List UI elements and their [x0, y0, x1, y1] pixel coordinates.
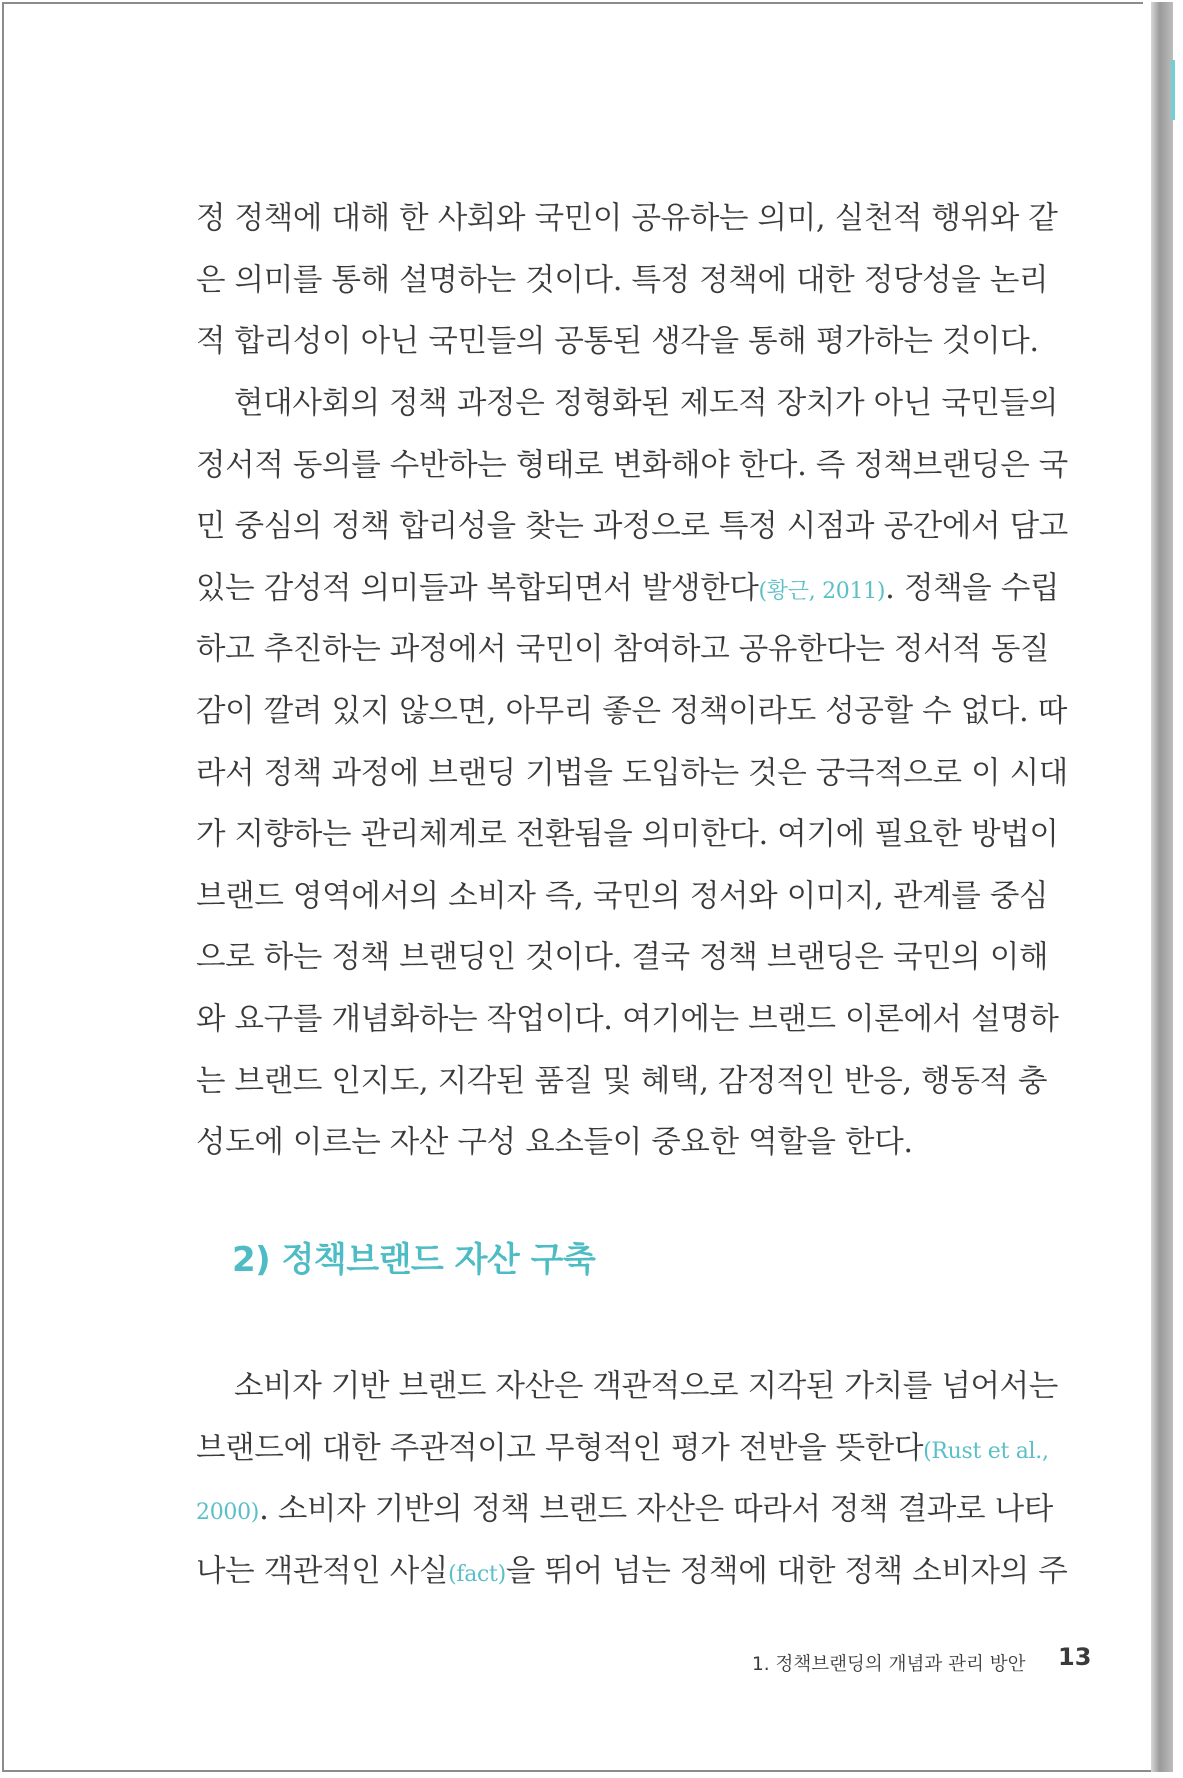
- page-edge-shadow: [1151, 2, 1173, 1772]
- paragraph-brand-equity: [196, 1356, 1068, 1602]
- page-number: 13: [1058, 1643, 1092, 1671]
- text-segment: 브랜드에 대한 주관적이고 무형적인 평가 전반을 뜻한다: [196, 1430, 924, 1466]
- text-line: 하고 추진하는 과정에서 국민이 참여하고 공유한다는 정서적 동질: [196, 632, 1050, 668]
- text-line: 소비자 기반 브랜드 자산은 객관적으로 지각된 가치를 넘어서는: [234, 1369, 1059, 1404]
- text-segment: 나는 객관적인 사실: [196, 1553, 449, 1589]
- text-line: [196, 1541, 1068, 1603]
- text-line: 브랜드 영역에서의 소비자 즉, 국민의 정서와 이미지, 관계를 중심: [196, 878, 1049, 914]
- section-heading: 2) 정책브랜드 자산 구축: [232, 1240, 596, 1280]
- citation: 2000): [196, 1500, 260, 1526]
- text-line: 는 브랜드 인지도, 지각된 품질 및 혜택, 감정적인 반응, 행동적 충: [196, 1063, 1048, 1099]
- text-line: 으로 하는 정책 브랜딩인 것이다. 결국 정책 브랜딩은 국민의 이해: [196, 940, 1049, 976]
- text-line: 라서 정책 과정에 브랜딩 기법을 도입하는 것은 궁극적으로 이 시대: [196, 755, 1068, 791]
- text-line: [196, 558, 1060, 620]
- text-line: 민 중심의 정책 합리성을 찾는 과정으로 특정 시점과 공간에서 담고: [196, 509, 1068, 545]
- text-line: 은 의미를 통해 설명하는 것이다. 특정 정책에 대한 정당성을 논리: [196, 262, 1049, 298]
- text-line: 적 합리성이 아닌 국민들의 공통된 생각을 통해 평가하는 것이다.: [196, 324, 1039, 360]
- text-line: 감이 깔려 있지 않으면, 아무리 좋은 정책이라도 성공할 수 없다. 따: [196, 693, 1067, 729]
- text-line: 정 정책에 대해 한 사회와 국민이 공유하는 의미, 실천적 행위와 같: [196, 201, 1058, 236]
- chapter-tab-marker: [1171, 60, 1175, 120]
- text-line: 와 요구를 개념화하는 작업이다. 여기에는 브랜드 이론에서 설명하: [196, 1001, 1059, 1037]
- text-line: [196, 1479, 1053, 1541]
- citation: (황근, 2011): [758, 578, 886, 604]
- text-line: 성도에 이르는 자산 구성 요소들이 중요한 역할을 한다.: [196, 1125, 913, 1161]
- text-line: 정서적 동의를 수반하는 형태로 변화해야 한다. 즉 정책브랜딩은 국: [196, 447, 1068, 483]
- paragraph-policy-process: [196, 373, 1068, 1174]
- footer-chapter-title: 1. 정책브랜딩의 개념과 관리 방안: [752, 1654, 1026, 1675]
- text-line: 가 지향하는 관리체계로 전환됨을 의미한다. 여기에 필요한 방법이: [196, 817, 1059, 853]
- citation: (Rust et al.,: [923, 1438, 1049, 1464]
- text-line: [196, 1418, 1049, 1480]
- text-line: 현대사회의 정책 과정은 정형화된 제도적 장치가 아닌 국민들의: [234, 386, 1059, 421]
- citation: (fact): [448, 1561, 506, 1587]
- text-segment: 있는 감성적 의미들과 복합되면서 발생한다: [196, 570, 759, 606]
- text-segment: 을 뛰어 넘는 정책에 대한 정책 소비자의 주: [505, 1553, 1068, 1589]
- text-segment: . 정책을 수립: [885, 570, 1060, 606]
- text-segment: . 소비자 기반의 정책 브랜드 자산은 따라서 정책 결과로 나타: [259, 1492, 1053, 1528]
- paragraph-continuation: [196, 188, 1058, 373]
